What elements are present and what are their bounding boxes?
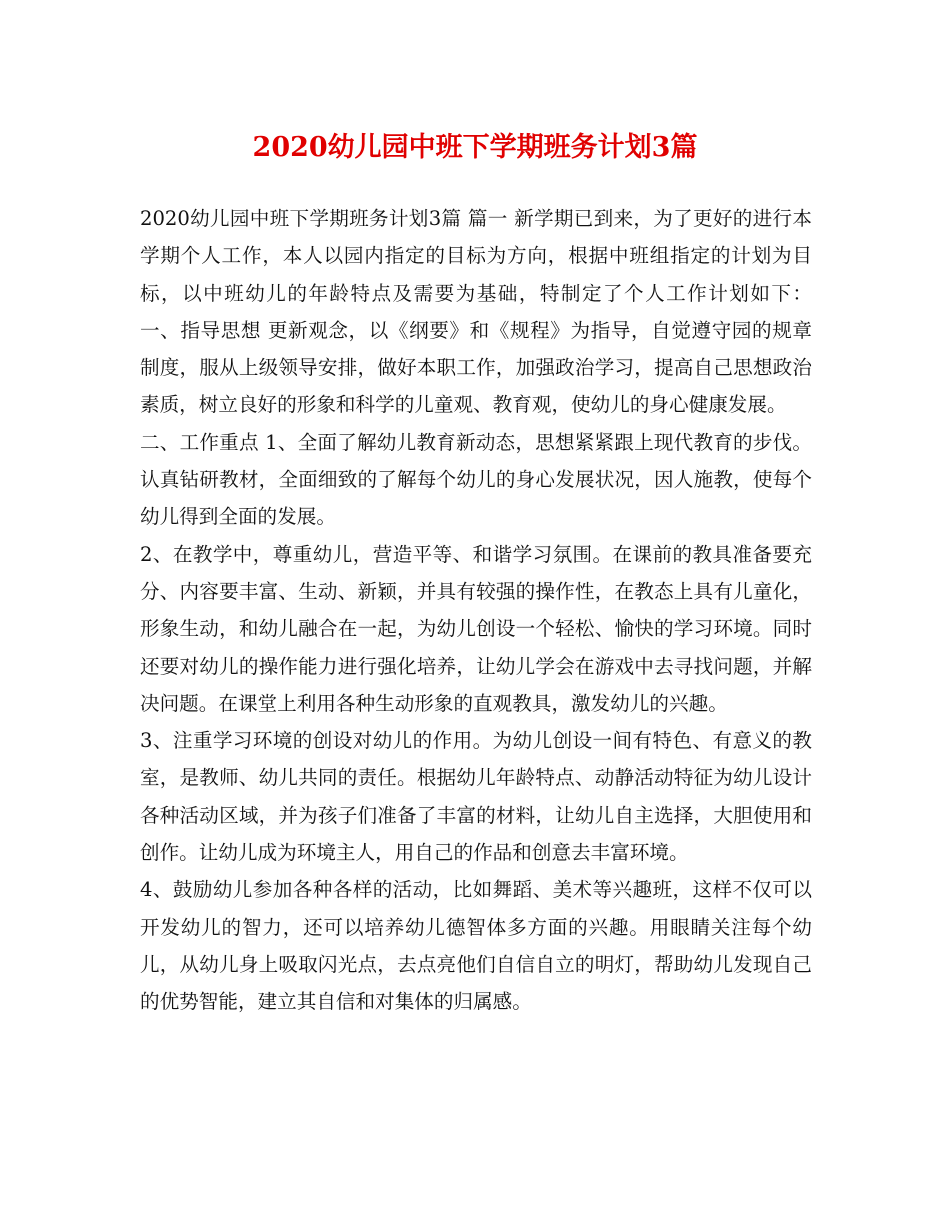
paragraph-intro: 2020幼儿园中班下学期班务计划3篇 篇一 新学期已到来，为了更好的进行本学期个人工作，本人以园内指定的目标为方向，根据中班组指定的计划为目标，以中班幼儿的年龄特点及需要为基础，特制定了个人工作计划如下： 一、指导思想 更新观念，以《纲要》和《规程》为指导，自觉遵守园的规章制度，服从上级领导安排，做好本职工作，加强政治学习，提高自己思想政治素质，树立良好的形象和科学的儿童观、教育观，使幼儿的身心健康发展。 <box>140 207 812 417</box>
paragraph-work-focus-3: 3、注重学习环境的创设对幼儿的作用。为幼儿创设一间有特色、有意义的教室，是教师、幼儿共同的责任。根据幼儿年龄特点、动静活动特征为幼儿设计各种活动区域，并为孩子们准备了丰富的材料，让幼儿自主选择，大胆使用和创作。让幼儿成为环境主人，用自己的作品和创意去丰富环境。 <box>140 729 812 865</box>
paragraph-work-focus-4: 4、鼓励幼儿参加各种各样的活动，比如舞蹈、美术等兴趣班，这样不仅可以开发幼儿的智力，还可以培养幼儿德智体多方面的兴趣。用眼睛关注每个幼儿，从幼儿身上吸取闪光点，去点亮他们自信自立的明灯，帮助幼儿发现自己的优势智能，建立其自信和对集体的归属感。 <box>140 878 812 1014</box>
paragraph-work-focus-1: 二、工作重点 1、全面了解幼儿教育新动态，思想紧紧跟上现代教育的步伐。认真钻研教材，全面细致的了解每个幼儿的身心发展状况，因人施教，使每个幼儿得到全面的发展。 <box>140 430 812 529</box>
document-body <box>140 200 812 1021</box>
paragraph-work-focus-2: 2、在教学中，尊重幼儿，营造平等、和谐学习氛围。在课前的教具准备要充分、内容要丰富、生动、新颖，并具有较强的操作性，在教态上具有儿童化，形象生动，和幼儿融合在一起，为幼儿创设一个轻松、愉快的学习环境。同时还要对幼儿的操作能力进行强化培养，让幼儿学会在游戏中去寻找问题，并解决问题。在课堂上利用各种生动形象的直观教具，激发幼儿的兴趣。 <box>140 542 812 715</box>
document-title: 2020幼儿园中班下学期班务计划3篇 <box>252 132 698 163</box>
